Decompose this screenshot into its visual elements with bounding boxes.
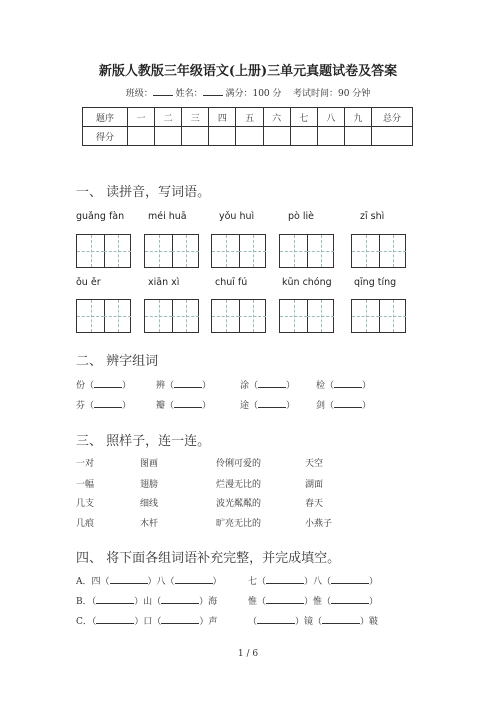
section-4-title: 四、 将下面各组词语补充完整，并完成填空。 xyxy=(76,551,341,566)
match-item[interactable]: 几痕 xyxy=(76,519,95,529)
score-cell[interactable] xyxy=(263,127,290,146)
writing-box[interactable] xyxy=(76,299,131,333)
writing-box[interactable] xyxy=(351,234,406,268)
score-header-cell: 题序 xyxy=(83,108,128,127)
score-table-score-row xyxy=(83,127,413,146)
answer-blank[interactable] xyxy=(334,399,362,408)
pinyin-word: xiān xì xyxy=(148,277,180,288)
score-header-cell: 八 xyxy=(317,108,344,127)
pinyin-word: kūn chóng xyxy=(282,277,332,288)
char-item: 检（ ） xyxy=(316,381,372,391)
writing-box[interactable] xyxy=(211,299,266,333)
answer-blank[interactable] xyxy=(161,595,199,604)
match-item[interactable]: 湖面 xyxy=(305,480,324,490)
answer-blank[interactable] xyxy=(110,575,148,584)
answer-blank[interactable] xyxy=(94,379,122,388)
score-cell[interactable] xyxy=(155,127,182,146)
answer-blank[interactable] xyxy=(331,595,369,604)
section-1-title: 一、 读拼音，写词语。 xyxy=(76,185,211,200)
score-header-cell: 总分 xyxy=(372,108,413,127)
match-item[interactable]: 波光粼粼的 xyxy=(216,499,262,509)
score-header-cell: 三 xyxy=(182,108,209,127)
answer-blank[interactable] xyxy=(266,575,304,584)
score-header-cell: 一 xyxy=(128,108,155,127)
answer-blank[interactable] xyxy=(258,399,286,408)
pinyin-word: yǒu huì xyxy=(219,211,255,222)
answer-blank[interactable] xyxy=(94,399,122,408)
match-item[interactable]: 伶俐可爱的 xyxy=(216,459,262,469)
pinyin-word: pò liè xyxy=(288,211,314,222)
writing-box[interactable] xyxy=(351,299,406,333)
score-cell[interactable] xyxy=(344,127,371,146)
answer-blank[interactable] xyxy=(174,399,202,408)
score-header-cell: 六 xyxy=(263,108,290,127)
answer-blank[interactable] xyxy=(322,615,360,624)
writing-box[interactable] xyxy=(211,234,266,268)
answer-blank[interactable] xyxy=(96,595,134,604)
full-score: 满分：100 分 xyxy=(225,89,282,99)
match-item[interactable]: 旷亮无比的 xyxy=(216,519,262,529)
score-cell[interactable] xyxy=(128,127,155,146)
answer-blank[interactable] xyxy=(96,615,134,624)
match-item[interactable]: 春天 xyxy=(305,499,324,509)
idiom-item: 惟（ ）惟（ ） xyxy=(248,597,379,607)
writing-box[interactable] xyxy=(279,234,334,268)
idiom-item: （ ）镜（ ）皲 xyxy=(248,617,379,627)
score-cell[interactable] xyxy=(290,127,317,146)
match-item[interactable]: 一对 xyxy=(76,459,95,469)
pinyin-word: zī shì xyxy=(360,211,385,222)
char-item: 剑（ ） xyxy=(316,401,372,411)
score-header-cell: 四 xyxy=(209,108,236,127)
pinyin-word: guǎng fàn xyxy=(76,211,125,222)
char-item: 途（ ） xyxy=(240,401,296,411)
score-cell[interactable] xyxy=(236,127,263,146)
answer-blank[interactable] xyxy=(175,575,213,584)
writing-box[interactable] xyxy=(144,234,199,268)
score-cell[interactable] xyxy=(182,127,209,146)
answer-blank[interactable] xyxy=(257,615,295,624)
pinyin-word: qīng tíng xyxy=(354,277,397,288)
writing-box[interactable] xyxy=(76,234,131,268)
score-header-cell: 二 xyxy=(155,108,182,127)
match-item[interactable]: 细线 xyxy=(140,499,159,509)
exam-time: 考试时间：90 分钟 xyxy=(292,89,371,99)
class-label: 班级： xyxy=(125,89,153,99)
char-item: 芬（ ） xyxy=(76,401,132,411)
match-item[interactable]: 图画 xyxy=(140,459,159,469)
answer-blank[interactable] xyxy=(174,379,202,388)
idiom-item: A．四（ ）八（ ） xyxy=(76,577,222,587)
match-item[interactable]: 木杆 xyxy=(140,519,159,529)
char-item: 辨（ ） xyxy=(156,381,212,391)
idiom-item: C．（ ）口（ ）声 xyxy=(76,617,218,627)
answer-blank[interactable] xyxy=(258,379,286,388)
char-item: 份（ ） xyxy=(76,381,132,391)
score-header-cell: 九 xyxy=(344,108,371,127)
score-table-header-row xyxy=(83,108,413,127)
score-header-cell: 五 xyxy=(236,108,263,127)
score-cell[interactable] xyxy=(317,127,344,146)
match-item[interactable]: 烂漫无比的 xyxy=(216,480,262,490)
writing-box[interactable] xyxy=(144,299,199,333)
char-item: 涂（ ） xyxy=(240,381,296,391)
idiom-item: 七（ ）八（ ） xyxy=(248,577,379,587)
answer-blank[interactable] xyxy=(331,575,369,584)
match-item[interactable]: 小燕子 xyxy=(305,519,333,529)
page-number: 1 / 6 xyxy=(237,649,259,659)
pinyin-word: ǒu ěr xyxy=(76,277,101,288)
match-item[interactable]: 天空 xyxy=(305,459,324,469)
class-blank[interactable] xyxy=(153,87,173,96)
pinyin-word: méi huā xyxy=(148,211,187,222)
match-item[interactable]: 翅膀 xyxy=(140,480,159,490)
score-header-cell: 七 xyxy=(290,108,317,127)
page-title: 新版人教版三年级语文(上册)三单元真题试卷及答案 xyxy=(98,64,398,79)
pinyin-word: chuī fú xyxy=(215,277,248,288)
match-item[interactable]: 几支 xyxy=(76,499,95,509)
section-3-title: 三、 照样子，连一连。 xyxy=(76,434,211,449)
answer-blank[interactable] xyxy=(266,595,304,604)
score-cell[interactable] xyxy=(209,127,236,146)
section-2-title: 二、 辨字组词 xyxy=(76,354,159,369)
score-cell[interactable] xyxy=(372,127,413,146)
answer-blank[interactable] xyxy=(161,615,199,624)
answer-blank[interactable] xyxy=(334,379,362,388)
char-item: 瓣（ ） xyxy=(156,401,212,411)
score-row-label: 得分 xyxy=(83,127,128,146)
score-table xyxy=(82,107,413,146)
match-item[interactable]: 一幅 xyxy=(76,480,95,490)
name-blank[interactable] xyxy=(203,87,223,96)
idiom-item: B．（ ）山（ ）海 xyxy=(76,597,218,607)
exam-meta xyxy=(0,86,496,99)
writing-box[interactable] xyxy=(279,299,334,333)
name-label: 姓名： xyxy=(175,89,203,99)
